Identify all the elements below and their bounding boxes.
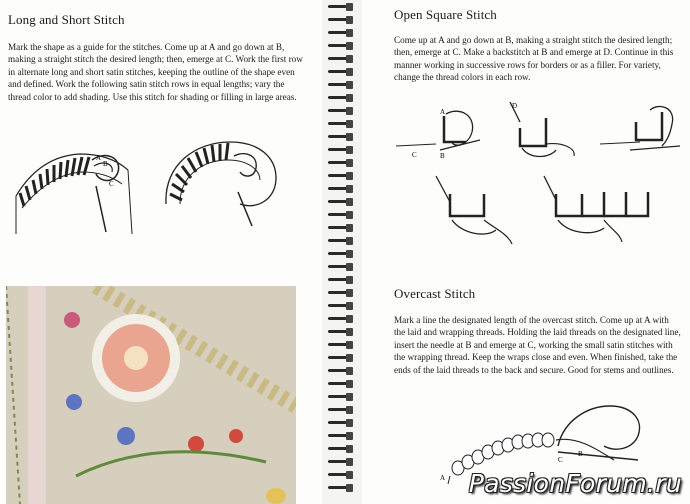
open-square-stitch-diagram-5	[542, 172, 670, 252]
embroidery-photo-art	[6, 286, 296, 504]
coil	[328, 95, 354, 101]
label-b: B	[578, 450, 583, 458]
coil	[328, 485, 354, 491]
long-short-stitch-text: Mark the shape as a guide for the stitches. Come up at A and go down at B, making a straight stitch the desired length; then, emerge at C. Work the first row in alternate long and short satin stitches, keeping the outline of the shape even and defined. Work the following satin stitch rows in equal lengths; vary the thread color to add shading. Use this stitch for shading or filling in large areas.	[8, 42, 303, 102]
label-d: D	[512, 102, 518, 110]
long-short-stitch-diagram-2	[156, 134, 280, 238]
watermark: PassionForum.ru	[468, 469, 682, 498]
coil	[328, 303, 354, 309]
coil	[328, 173, 354, 179]
coil	[328, 4, 354, 10]
coil	[328, 225, 354, 231]
coil	[328, 472, 354, 478]
coil	[328, 329, 354, 335]
coil	[328, 121, 354, 127]
coil	[328, 381, 354, 387]
coil	[328, 108, 354, 114]
open-square-stitch-title: Open Square Stitch	[394, 7, 497, 22]
coil	[328, 82, 354, 88]
coil	[328, 342, 354, 348]
spiral-binding	[322, 0, 362, 504]
coil	[328, 368, 354, 374]
coil	[328, 316, 354, 322]
label-c: C	[109, 180, 114, 188]
label-c: C	[558, 456, 563, 464]
open-square-stitch-diagram-3	[600, 102, 684, 162]
coil	[328, 43, 354, 49]
open-square-stitch-diagram-1	[396, 102, 480, 162]
coil	[328, 160, 354, 166]
open-square-stitch-diagram-4	[432, 172, 522, 252]
right-page	[362, 0, 690, 504]
coil	[328, 69, 354, 75]
open-square-stitch-diagram-2	[506, 98, 580, 164]
coil	[328, 433, 354, 439]
coil	[328, 251, 354, 257]
overcast-stitch-text: Mark a line the designated length of the overcast stitch. Come up at A with the laid and wrapping threads. Holding the laid threads on the designated line, insert the needle at B and emerge at C, working the small satin stitches with the wrapping thread. Keep the wraps close and even. When finished, take the ends of the laid threads to the back and secure. Good for stems and outlines.	[394, 315, 681, 375]
left-page	[0, 0, 322, 504]
long-short-stitch-diagram-1	[10, 136, 140, 236]
embroidery-photo	[6, 286, 296, 504]
coil	[328, 134, 354, 140]
label-b: B	[440, 152, 445, 160]
label-a: A	[440, 474, 446, 482]
coil	[328, 212, 354, 218]
long-short-stitch-title: Long and Short Stitch	[8, 12, 125, 27]
label-a: A	[440, 108, 446, 116]
overcast-stitch-title: Overcast Stitch	[394, 286, 476, 301]
coil	[328, 277, 354, 283]
coil	[328, 56, 354, 62]
coil	[328, 199, 354, 205]
label-c: C	[412, 151, 417, 159]
label-b: B	[103, 160, 108, 168]
coil	[328, 420, 354, 426]
coil	[328, 355, 354, 361]
coil	[328, 238, 354, 244]
coil	[328, 186, 354, 192]
coil	[328, 30, 354, 36]
coil	[328, 394, 354, 400]
coil	[328, 459, 354, 465]
coil	[328, 147, 354, 153]
coil	[328, 407, 354, 413]
open-square-stitch-text: Come up at A and go down at B, making a straight stitch the desired length; then, emerge at C. Make a backstitch at B and emerge at D. Continue in this manner working in successive rows for borders or as a filler. For variety, change the thread colors in each row.	[394, 35, 674, 83]
coil	[328, 290, 354, 296]
coil	[328, 17, 354, 23]
coil	[328, 446, 354, 452]
label-a: A	[96, 154, 102, 162]
coil	[328, 264, 354, 270]
